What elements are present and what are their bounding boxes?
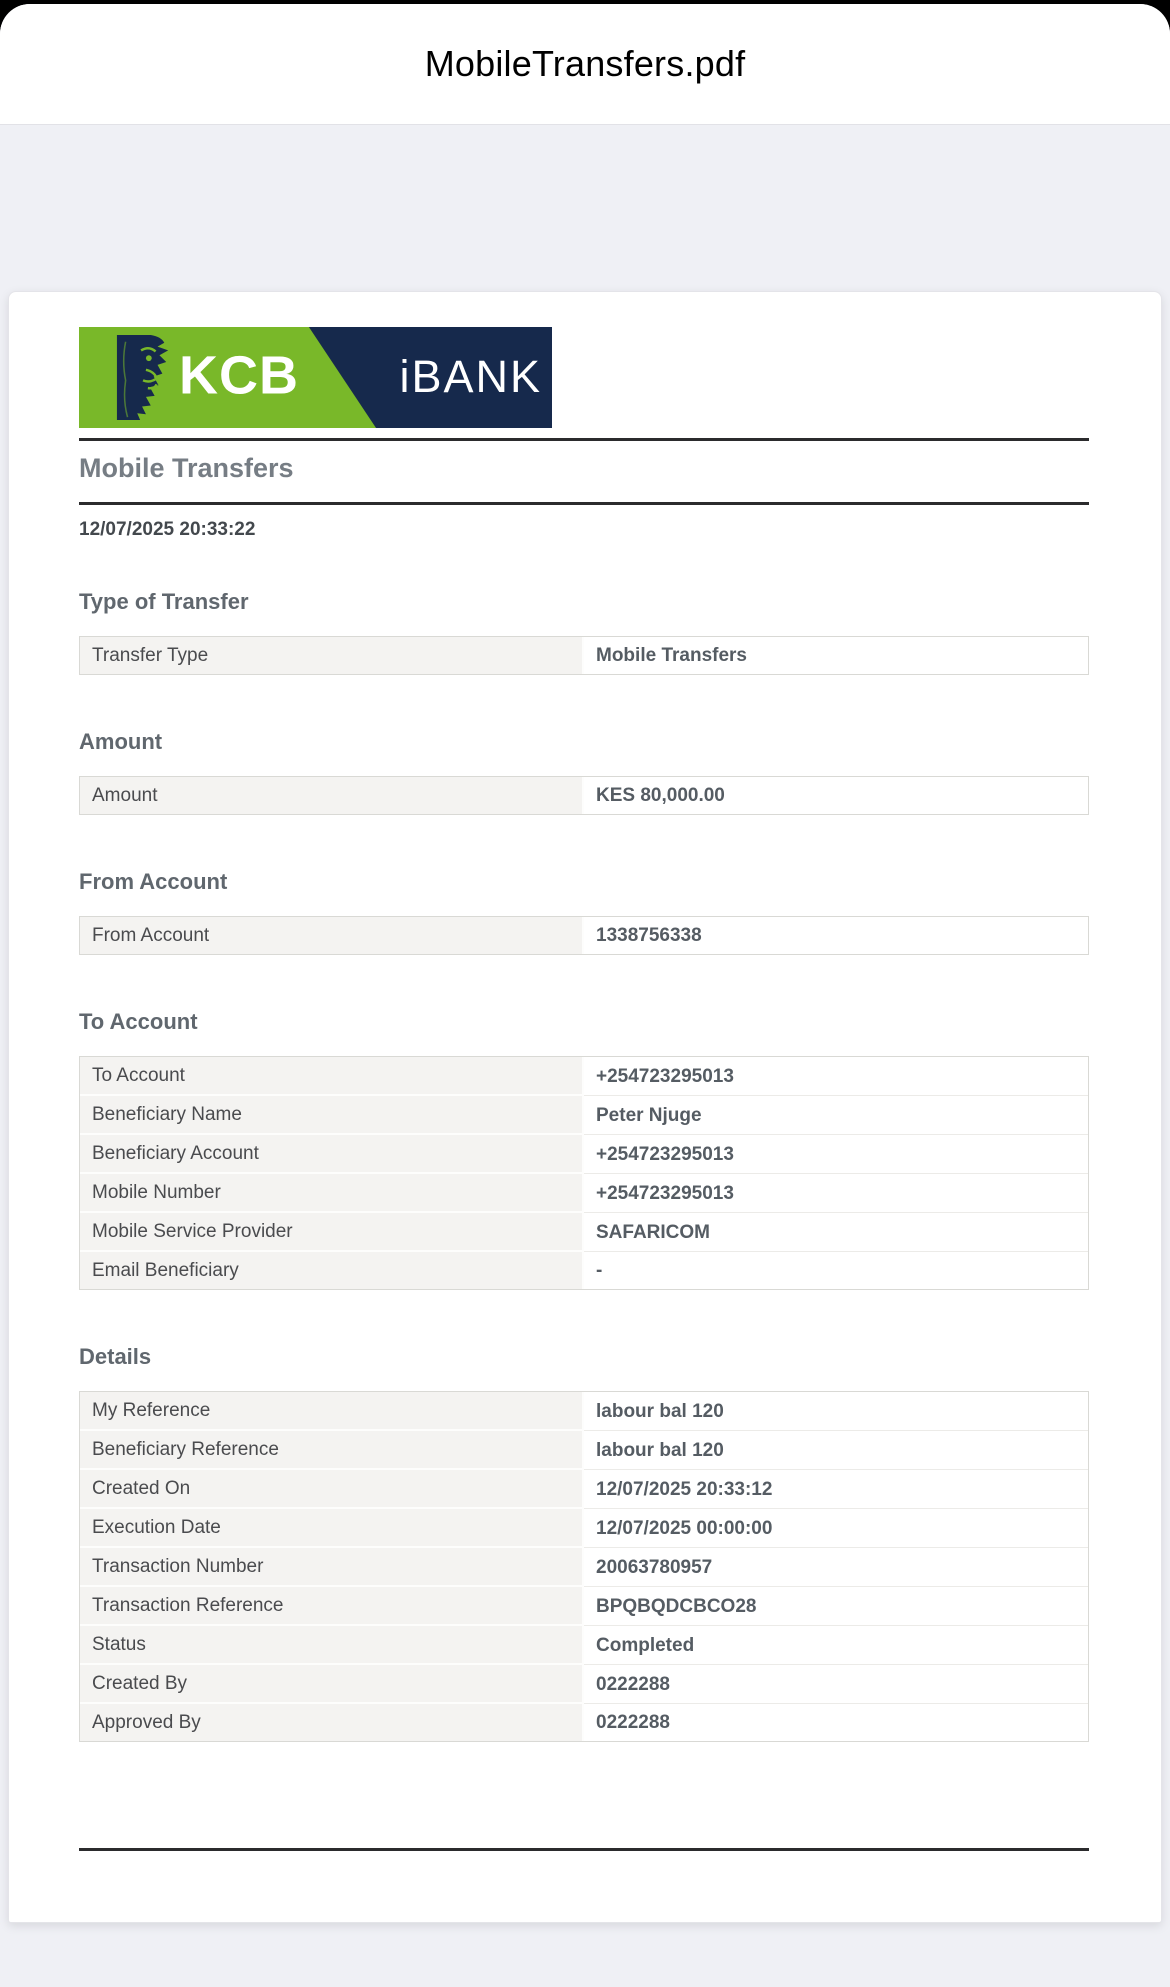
row-value: +254723295013 <box>584 1174 1088 1213</box>
table-row <box>80 1174 1088 1213</box>
row-label: Execution Date <box>80 1509 584 1548</box>
section-heading: Amount <box>79 729 163 754</box>
row-value: - <box>584 1252 1088 1289</box>
logo-product-text: iBANK <box>399 350 542 402</box>
row-label: Amount <box>80 777 584 814</box>
table-row <box>80 1470 1088 1509</box>
viewer-title: MobileTransfers.pdf <box>424 43 746 84</box>
document-sections <box>79 589 1089 1742</box>
divider-bottom <box>79 1848 1089 1851</box>
section-heading: To Account <box>79 1009 198 1034</box>
row-value: SAFARICOM <box>584 1213 1088 1252</box>
key-value-table <box>79 1056 1089 1290</box>
section-heading: From Account <box>79 869 228 894</box>
table-row <box>80 1135 1088 1174</box>
row-label: Created On <box>80 1470 584 1509</box>
table-row <box>80 1548 1088 1587</box>
table-row <box>80 777 1088 814</box>
table-row <box>80 1587 1088 1626</box>
divider-top <box>79 438 1089 441</box>
row-label: Transaction Reference <box>80 1587 584 1626</box>
row-value: 20063780957 <box>584 1548 1088 1587</box>
table-row <box>80 637 1088 674</box>
key-value-table <box>79 636 1089 675</box>
row-label: From Account <box>80 917 584 954</box>
row-value: Completed <box>584 1626 1088 1665</box>
row-value: Mobile Transfers <box>584 637 1088 674</box>
document-title: Mobile Transfers <box>79 453 294 483</box>
row-value: 12/07/2025 20:33:12 <box>584 1470 1088 1509</box>
row-label: Created By <box>80 1665 584 1704</box>
table-row <box>80 1509 1088 1548</box>
row-label: My Reference <box>80 1392 584 1431</box>
table-row <box>80 1392 1088 1431</box>
row-label: Beneficiary Name <box>80 1096 584 1135</box>
row-value: +254723295013 <box>584 1135 1088 1174</box>
row-value: 1338756338 <box>584 917 1088 954</box>
table-row <box>80 917 1088 954</box>
row-value: 0222288 <box>584 1665 1088 1704</box>
section-heading: Type of Transfer <box>79 589 249 614</box>
row-label: Beneficiary Account <box>80 1135 584 1174</box>
row-label: Status <box>80 1626 584 1665</box>
table-row <box>80 1096 1088 1135</box>
table-row <box>80 1704 1088 1741</box>
row-label: Email Beneficiary <box>80 1252 584 1289</box>
table-row <box>80 1431 1088 1470</box>
row-label: Approved By <box>80 1704 584 1741</box>
row-label: To Account <box>80 1057 584 1096</box>
kcb-ibank-logo <box>79 327 552 428</box>
row-value: BPQBQDCBCO28 <box>584 1587 1088 1626</box>
table-row <box>80 1252 1088 1289</box>
pdf-page[interactable] <box>8 291 1162 1923</box>
row-value: Peter Njuge <box>584 1096 1088 1135</box>
row-label: Mobile Service Provider <box>80 1213 584 1252</box>
pdf-preview-sheet <box>0 4 1170 1987</box>
row-value: labour bal 120 <box>584 1431 1088 1470</box>
row-value: 12/07/2025 00:00:00 <box>584 1509 1088 1548</box>
row-label: Beneficiary Reference <box>80 1431 584 1470</box>
table-row <box>80 1213 1088 1252</box>
key-value-table <box>79 1391 1089 1742</box>
row-label: Transaction Number <box>80 1548 584 1587</box>
logo-brand-text: KCB <box>179 345 299 406</box>
pdf-content <box>9 292 1161 1851</box>
kcb-lion-icon <box>113 334 175 421</box>
titlebar <box>0 4 1170 125</box>
document-timestamp: 12/07/2025 20:33:22 <box>79 519 256 540</box>
row-value: KES 80,000.00 <box>584 777 1088 814</box>
row-value: 0222288 <box>584 1704 1088 1741</box>
key-value-table <box>79 916 1089 955</box>
table-row <box>80 1626 1088 1665</box>
key-value-table <box>79 776 1089 815</box>
table-row <box>80 1665 1088 1704</box>
row-value: +254723295013 <box>584 1057 1088 1096</box>
section-heading: Details <box>79 1344 152 1369</box>
table-row <box>80 1057 1088 1096</box>
row-label: Mobile Number <box>80 1174 584 1213</box>
row-label: Transfer Type <box>80 637 584 674</box>
divider-under-title <box>79 502 1089 505</box>
row-value: labour bal 120 <box>584 1392 1088 1431</box>
